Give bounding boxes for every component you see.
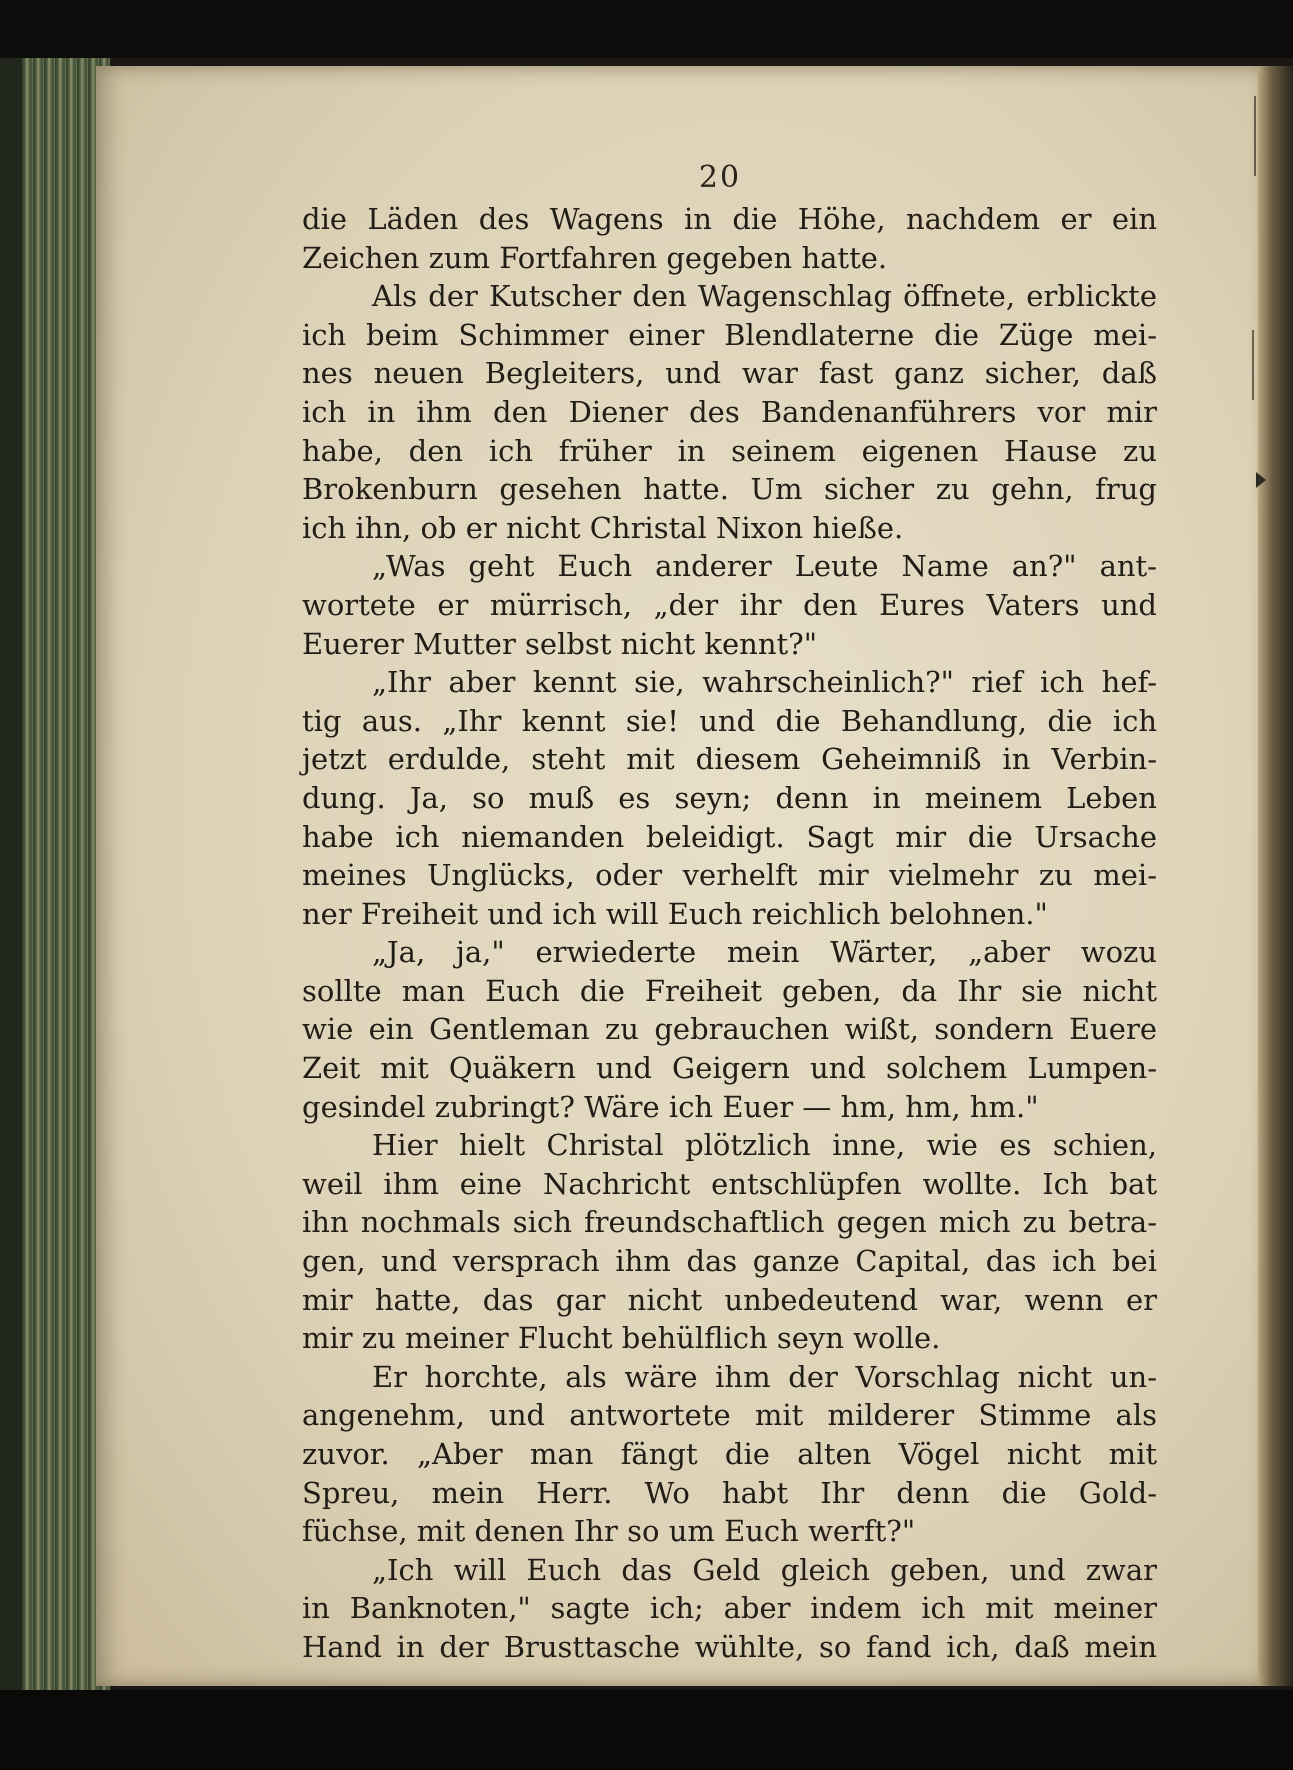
text-line: gesindel zubringt? Wäre ich Euer — hm, hm, hm." — [302, 1089, 1039, 1124]
page-marker-icon — [1256, 472, 1266, 488]
margin-mark — [1252, 330, 1254, 400]
text-line: ich ihn, ob er nicht Christal Nixon hieße. — [302, 510, 904, 545]
text-line: Hand in der Brusttasche wühlte, so fand ich, daß mein — [302, 1629, 1157, 1664]
text-line: tig aus. „Ihr kennt sie! und die Behandlung, die ich — [302, 703, 1157, 738]
text-line: in Banknoten," sagte ich; aber indem ich mit meiner — [302, 1591, 1157, 1626]
book-spine-shadow — [0, 58, 22, 1690]
text-line: Zeichen zum Fortfahren gegeben hatte. — [302, 240, 888, 275]
text-line: habe, den ich früher in seinem eigenen Hause zu — [302, 433, 1157, 468]
text-line: dung. Ja, so muß es seyn; denn in meinem Leben — [302, 780, 1157, 815]
text-line: ihn nochmals sich freundschaftlich gegen mich zu betra- — [302, 1205, 1157, 1240]
page-right-edge — [1258, 66, 1293, 1686]
text-line: „Was geht Euch anderer Leute Name an?" ant- — [372, 549, 1157, 584]
text-line: zuvor. „Aber man fängt die alten Vögel nicht mit — [302, 1437, 1157, 1471]
text-line: Hier hielt Christal plötzlich inne, wie es schien, — [372, 1128, 1157, 1163]
text-line: wortete er mürrisch, „der ihr den Eures Vaters und — [302, 587, 1157, 622]
text-line: mir zu meiner Flucht behülflich seyn wolle. — [302, 1321, 941, 1356]
text-line: gen, und versprach ihm das ganze Capital, das ich bei — [302, 1244, 1157, 1279]
text-line: ich beim Schimmer einer Blendlaterne die Züge mei- — [302, 317, 1157, 352]
text-line: habe ich niemanden beleidigt. Sagt mir die Ursache — [302, 819, 1157, 854]
margin-mark — [1254, 96, 1256, 176]
text-line: Euerer Mutter selbst nicht kennt?" — [302, 626, 818, 661]
text-line: weil ihm eine Nachricht entschlüpfen wollte. Ich bat — [302, 1166, 1157, 1201]
text-line: wie ein Gentleman zu gebrauchen wißt, sondern Euere — [302, 1012, 1157, 1047]
text-line: Zeit mit Quäkern und Geigern und solchem Lumpen- — [302, 1051, 1157, 1086]
text-line: ner Freiheit und ich will Euch reichlich belohnen." — [302, 896, 1048, 931]
text-line: sollte man Euch die Freiheit geben, da Ihr sie nicht — [302, 973, 1157, 1008]
text-line: Als der Kutscher den Wagenschlag öffnete, erblickte — [372, 279, 1157, 314]
text-line: „Ja, ja," erwiederte mein Wärter, „aber wozu — [372, 935, 1157, 970]
text-line: Spreu, mein Herr. Wo habt Ihr denn die Gold- — [302, 1475, 1157, 1510]
text-line: „Ich will Euch das Geld gleich geben, und zwar — [372, 1552, 1157, 1587]
text-line: mir hatte, das gar nicht unbedeutend war, wenn er — [302, 1282, 1157, 1317]
page-number: 20 — [698, 160, 742, 195]
scan-top-border — [0, 0, 1293, 58]
text-line: füchse, mit denen Ihr so um Euch werft?" — [302, 1514, 916, 1549]
text-line: die Läden des Wagens in die Höhe, nachdem er ein — [302, 202, 1157, 236]
text-line: ich in ihm den Diener des Bandenanführers vor mir — [302, 394, 1157, 429]
text-line: jetzt erdulde, steht mit diesem Geheimniß in Verbin- — [302, 742, 1157, 777]
scan-bottom-border — [0, 1690, 1293, 1770]
text-line: angenehm, und antwortete mit milderer Stimme als — [302, 1398, 1157, 1433]
text-line: nes neuen Begleiters, und war fast ganz sicher, daß — [302, 356, 1157, 391]
text-line: meines Unglücks, oder verhelft mir vielmehr zu mei- — [302, 858, 1157, 893]
body-text — [302, 200, 1157, 1667]
text-line: „Ihr aber kennt sie, wahrscheinlich?" rief ich hef- — [372, 665, 1157, 700]
text-line: Brokenburn gesehen hatte. Um sicher zu gehn, frug — [302, 472, 1157, 507]
text-line: Er horchte, als wäre ihm der Vorschlag nicht un- — [372, 1359, 1157, 1394]
